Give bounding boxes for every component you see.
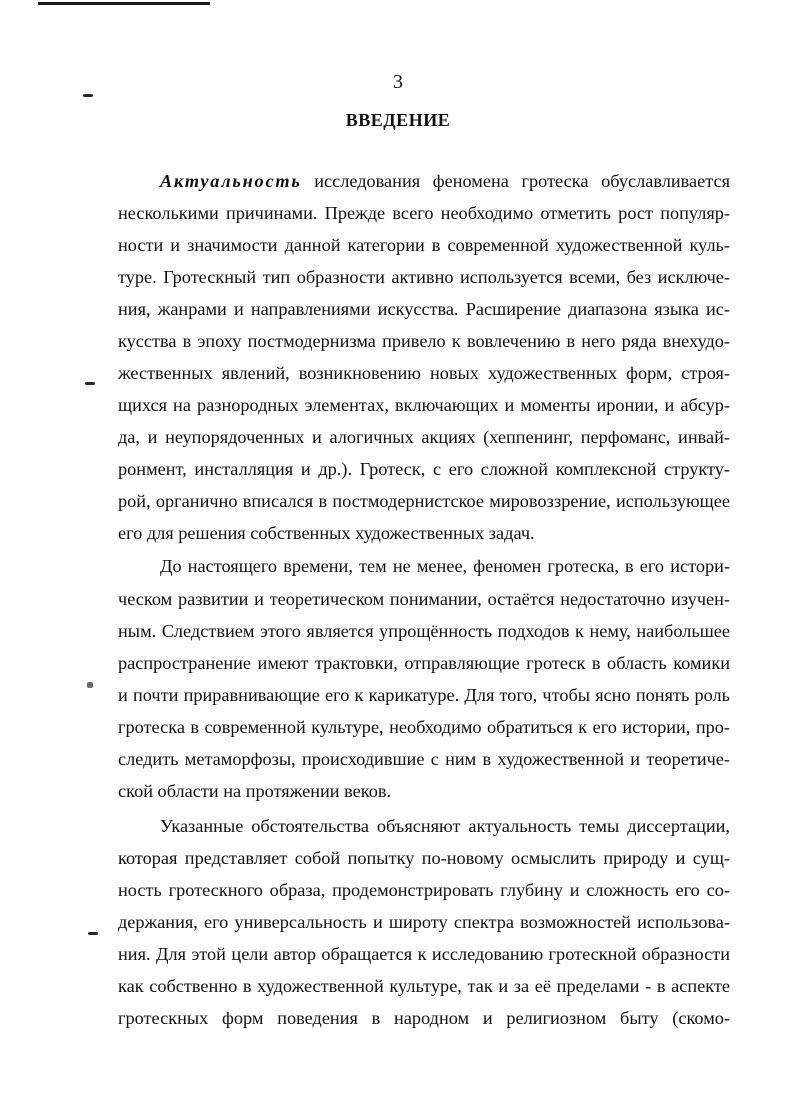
text-line: ческом развитии и теоретическом понимании, остаётся недостаточно изучен- (118, 589, 730, 609)
top-rule (38, 2, 210, 5)
page-number: 3 (393, 71, 403, 93)
text-line: ния. Для этой цели автор обращается к исследованию гротескной образности (118, 944, 730, 964)
text-line: ния, жанрами и направлениями искусства. Расширение диапазона языка ис- (118, 299, 730, 319)
text-line: ности и значимости данной категории в современной художественной куль- (118, 235, 730, 255)
text-line: жественных явлений, возникновению новых художественных форм, строя- (118, 363, 730, 383)
text-line: ным. Следствием этого является упрощённость подходов к нему, наибольшее (118, 621, 730, 641)
section-heading: ВВЕДЕНИЕ (345, 110, 451, 130)
text-line: ронмент, инсталляция и др.). Гротеск, с его сложной комплексной структу- (118, 459, 730, 479)
text-line: держания, его универсальность и широту спектра возможностей использова- (118, 912, 730, 932)
text-line: и почти приравнивающие его к карикатуре. Для того, чтобы ясно понять роль (118, 685, 730, 705)
text-line: как собственно в художественной культуре, так и за её пределами - в аспекте (118, 976, 730, 996)
text-line: туре. Гротескный тип образности активно используется всеми, без исключе- (118, 267, 730, 287)
text-line: несколькими причинами. Прежде всего необходимо отметить рост популяр- (118, 203, 730, 223)
text-line: ность гротескного образа, продемонстрировать глубину и сложность его со- (118, 880, 730, 900)
scan-mark (88, 932, 98, 935)
scan-mark (85, 382, 95, 385)
text-line: да, и неупорядоченных и алогичных акциях (хеппенинг, перфоманс, инвай- (118, 427, 730, 447)
text-line: распространение имеют трактовки, отправляющие гротеск в область комики (118, 653, 730, 673)
text-line: следить метаморфозы, происходившие с ним в художественной и теоретиче- (118, 749, 730, 769)
text-line: рой, органично вписался в постмодернистское мировоззрение, использующее (118, 491, 730, 511)
text-line: Актуальность исследования феномена гротеска обуславливается (160, 171, 730, 191)
text-line: гротеска в современной культуре, необходимо обратиться к его истории, про- (118, 717, 730, 737)
emphasized-term: Актуальность (160, 171, 302, 191)
scan-mark (83, 94, 93, 97)
text-line: До настоящего времени, тем не менее, феномен гротеска, в его истори- (160, 556, 730, 576)
text-line: щихся на разнородных элементах, включающих и моменты иронии, и абсур- (118, 395, 730, 415)
text-line: его для решения собственных художественных задач. (118, 523, 535, 543)
text-line: которая представляет собой попытку по-новому осмыслить природу и сущ- (118, 848, 730, 868)
text-line: Указанные обстоятельства объясняют актуальность темы диссертации, (160, 816, 730, 836)
text-line: гротескных форм поведения в народном и религиозном быту (скомо- (118, 1008, 730, 1028)
scan-mark (87, 682, 93, 688)
text-line: кусства в эпоху постмодернизма привело к вовлечению в него ряда внехудо- (118, 331, 730, 351)
text-line: ской области на протяжении веков. (118, 781, 392, 801)
